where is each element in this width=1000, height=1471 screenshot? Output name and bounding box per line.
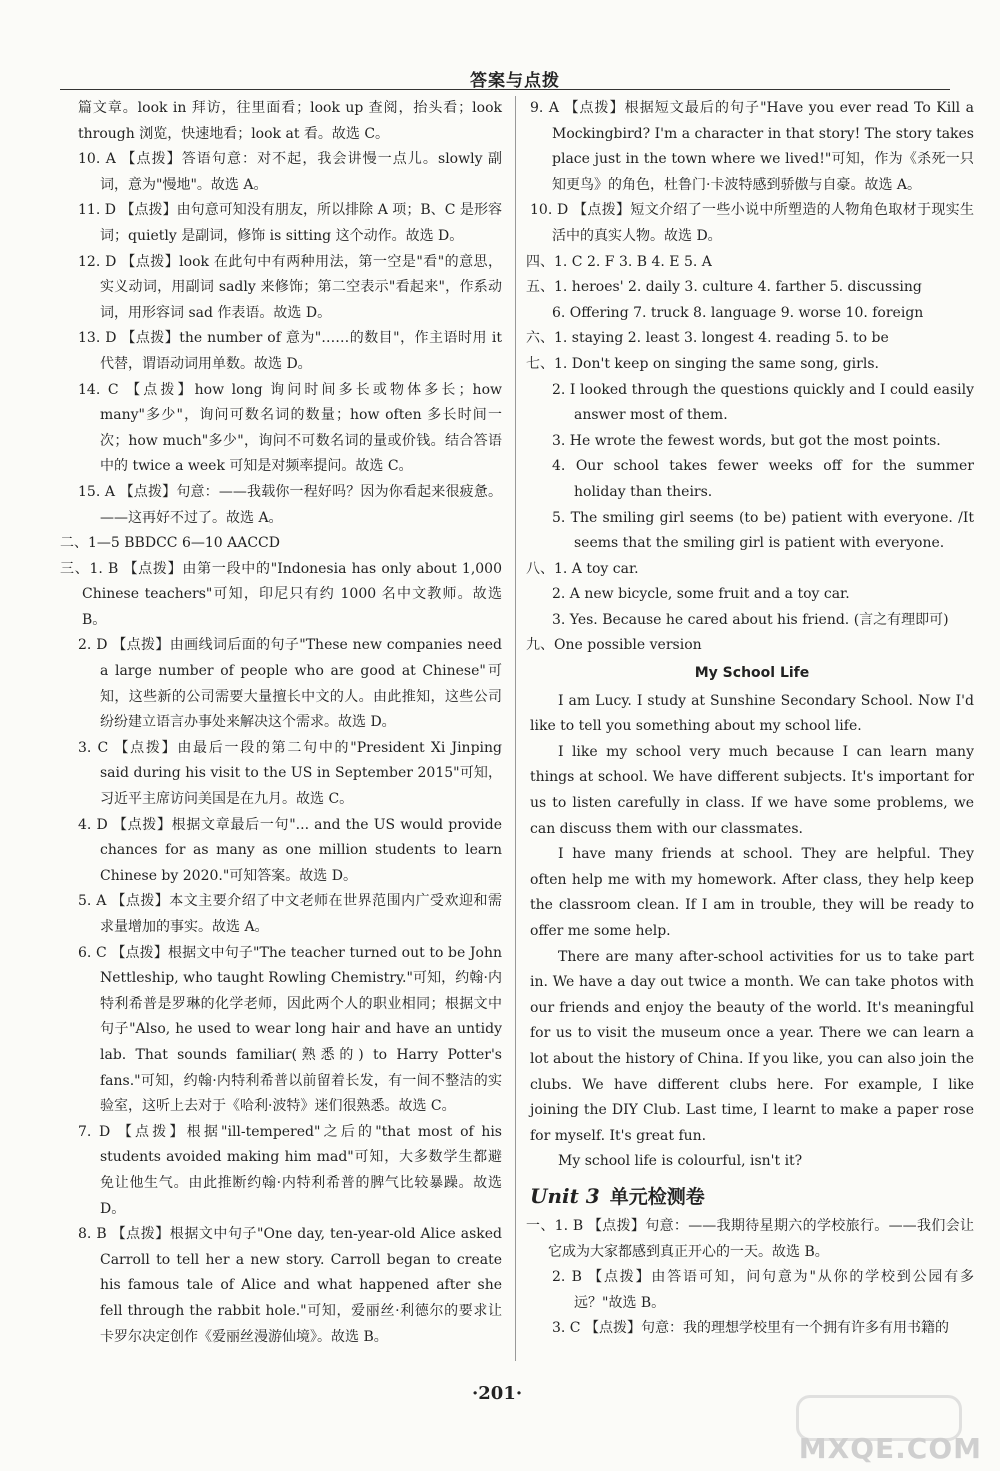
unit-heading — [530, 1179, 974, 1214]
answer-item: 3. C 【点拨】由最后一段的第二句中的"President Xi Jinping said during his visit to the US in September 2015"可知，习近平主席访问美国是在九月。故选 C。 — [78, 739, 502, 808]
answer-item: 三、1. B 【点拨】由第一段中的"Indonesia has only about 1,000 Chinese teachers"可知，印尼只有约 1000 名中文教师。故选 B。 — [60, 560, 502, 628]
essay-paragraph: My school life is colourful, isn't it? — [558, 1153, 803, 1170]
answer-item: 11. D 【点拨】由句意可知没有朋友，所以排除 A 项；B、C 是形容词；quietly 是副词，修饰 is sitting 这个动作。故选 D。 — [78, 202, 502, 244]
essay-paragraph: I like my school very much because I can learn many things at school. We have different subjects. It's important for us to listen carefully in class. If we have some problems, we can discuss them with our classmates. — [530, 743, 974, 837]
section-4: 四、1. C 2. F 3. B 4. E 5. A — [526, 253, 712, 270]
unit-number: Unit 3 — [530, 1183, 600, 1208]
essay-paragraph: I have many friends at school. They are helpful. They often help me with my homework. After class, they help keep the classroom clean. If I am in trouble, they will be ready to offer me some help. — [530, 846, 974, 939]
section-9: 九、One possible version — [526, 637, 702, 654]
answer-item: 篇文章。look in 拜访，往里面看；look up 查阅，抬头看；look through 浏览，快速地看；look at 看。故选 C。 — [78, 100, 502, 142]
watermark-text: MXQE.COM — [798, 1432, 982, 1465]
page-number: ·201· — [472, 1383, 523, 1404]
section-heading: 二、1—5 BBDCC 6—10 AACCD — [60, 535, 280, 552]
left-column — [60, 96, 502, 1350]
answer-item: 10. D 【点拨】短文介绍了一些小说中所塑造的人物角色取材于现实生活中的真实人物。故选 D。 — [530, 202, 974, 244]
header-title: 答案与点拨 — [470, 71, 560, 91]
answer-item: 13. D 【点拨】the number of 意为"……的数目"，作主语时用 it 代替，谓语动词用单数。故选 D。 — [78, 330, 502, 372]
column-divider — [515, 96, 516, 1361]
answer-item: 3. C 【点拨】句意：我的理想学校里有一个拥有许多有用书籍的 — [552, 1320, 949, 1337]
unit-title: 单元检测卷 — [609, 1185, 705, 1208]
section-5-line: 6. Offering 7. truck 8. language 9. worse 10. foreign — [552, 304, 924, 321]
watermark-logo — [792, 1395, 982, 1465]
section-7-line: 5. The smiling girl seems (to be) patient with everyone. /It seems that the smiling girl is patient with everyone. — [552, 509, 974, 552]
answer-item: 2. D 【点拨】由画线词后面的句子"These new companies need a large number of people who are good at Chinese"可知，这些新的公司需要大量擅长中文的人。由此推知，这些公司纷纷建立语言办事处来解决这个需求。故选 D。 — [78, 637, 502, 731]
answer-item: 4. D 【点拨】根据文章最后一句"... and the US would provide chances for as many as one million students to learn Chinese by 2020."可知答案。故选 D。 — [78, 816, 502, 884]
answer-item: 6. C 【点拨】根据文中句子"The teacher turned out to be John Nettleship, who taught Rowling Chemistry."可知，约翰·内特利希普是罗琳的化学老师，因此两个人的职业相同；根据文中句子"Also, he used to wear long hair and have an untidy lab. That sounds familiar(熟悉的) to Harry Potter's fans."可知，约翰·内特利希普以前留着长发，有一间不整洁的实验室，这听上去对于《哈利·波特》迷们很熟悉。故选 C。 — [78, 944, 502, 1115]
answer-item: 9. A 【点拨】根据短文最后的句子"Have you ever read To Kill a Mockingbird? I'm a character in that story! The story takes place just in the town where we lived!"可知，作为《杀死一只知更鸟》的角色，杜鲁门·卡波特感到骄傲与自豪。故选 A。 — [530, 100, 974, 193]
section-8-line: 2. A new bicycle, some fruit and a toy car. — [552, 586, 850, 603]
answer-item: 14. C 【点拨】how long 询问时间多长或物体多长；how many"多少"，询问可数名词的数量；how often 多长时间一次；how much"多少"，询问不可数名词的量或价钱。结合答语中的 twice a week 可知是对频率提问。故选 C。 — [78, 381, 502, 475]
section-8-line: 八、1. A toy car. — [526, 560, 639, 577]
essay-paragraph: There are many after-school activities for us to take part in. We have a day out twice a month. We can take photos with our friends and enjoy the beauty of the world. It's meaningful for us to visit the museum once a year. There we can learn a lot about the history of China. If you like, you can also join the clubs. We have different clubs here. For example, I like joining the DIY Club. Last time, I learnt to make a paper rose for myself. It's great fun. — [530, 948, 974, 1144]
section-5-line: 五、1. heroes' 2. daily 3. culture 4. farther 5. discussing — [526, 279, 922, 296]
answer-item: 7. D 【点拨】根据"ill-tempered"之后的"that most of his students avoided making him mad"可知，大多数学生都避免让他生气。由此推断约翰·内特利希普的脾气比较暴躁。故选 D。 — [78, 1123, 502, 1217]
answer-item: 一、1. B 【点拨】句意：——我期待星期六的学校旅行。——我们会让它成为大家都感到真正开心的一天。故选 B。 — [526, 1217, 974, 1260]
answer-item: 12. D 【点拨】look 在此句中有两种用法，第一空是"看"的意思，实义动词，用副词 sadly 来修饰；第二空表示"看起来"，作系动词，用形容词 sad 作表语。故选 D。 — [78, 253, 502, 321]
section-7-line: 3. He wrote the fewest words, but got the most points. — [552, 432, 941, 449]
section-7-line: 七、1. Don't keep on singing the same song, girls. — [526, 355, 879, 372]
section-7-line: 4. Our school takes fewer weeks off for the summer holiday than theirs. — [552, 458, 974, 500]
essay-paragraph: I am Lucy. I study at Sunshine Secondary School. Now I'd like to tell you something about my school life. — [530, 692, 974, 735]
section-7-line: 2. I looked through the questions quickly and I could easily answer most of them. — [552, 381, 974, 424]
right-column — [526, 96, 974, 1342]
section-6: 六、1. staying 2. least 3. longest 4. reading 5. to be — [526, 330, 889, 347]
header-rule — [60, 89, 950, 90]
essay-title: My School Life — [694, 665, 810, 682]
answer-item: 8. B 【点拨】根据文中句子"One day, ten-year-old Alice asked Carroll to tell her a new story. Carroll began to create his famous tale of Alice and what happened after she fell through the rabbit hole."可知，爱丽丝·利德尔的要求让卡罗尔决定创作《爱丽丝漫游仙境》。故选 B。 — [78, 1226, 502, 1345]
page-header — [0, 0, 1000, 92]
answer-item: 2. B 【点拨】由答语可知，问句意为"从你的学校到公园有多远？"故选 B。 — [552, 1269, 974, 1311]
answer-item: 15. A 【点拨】句意：——我载你一程好吗？因为你看起来很疲惫。——这再好不过了。故选 A。 — [78, 483, 502, 526]
answer-item: 5. A 【点拨】本文主要介绍了中文老师在世界范围内广受欢迎和需求量增加的事实。故选 A。 — [78, 893, 502, 935]
section-8-line: 3. Yes. Because he cared about his friend. (言之有理即可) — [552, 611, 949, 628]
answer-item: 10. A 【点拨】答语句意：对不起，我会讲慢一点儿。slowly 副词，意为"慢地"。故选 A。 — [78, 151, 502, 193]
